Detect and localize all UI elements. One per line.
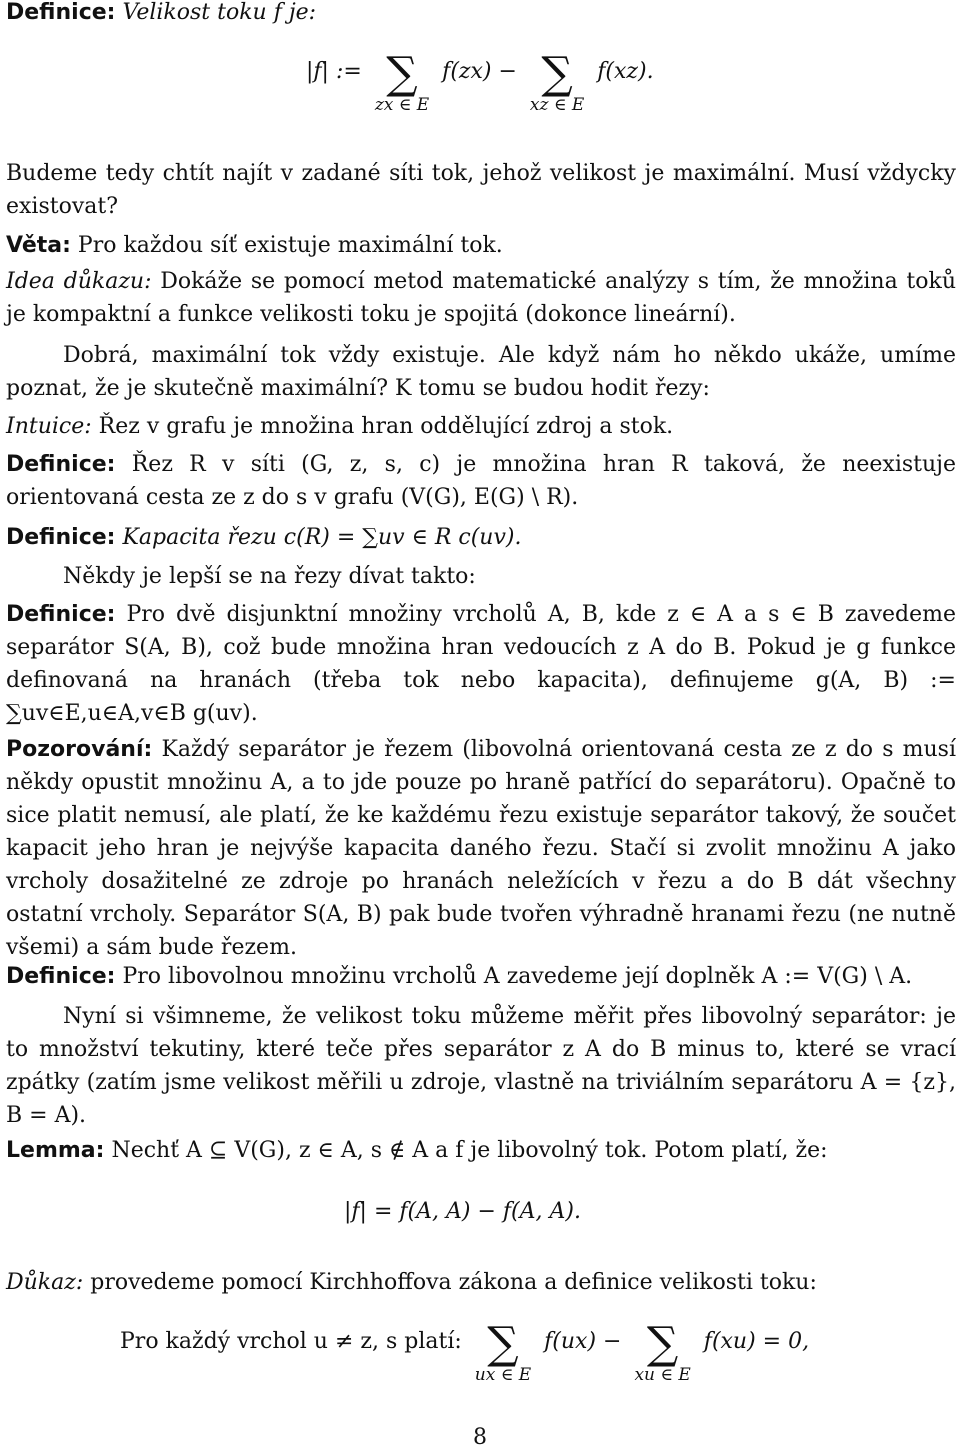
definition-cut-capacity (6, 521, 521, 554)
sum-symbol: ∑ xz ∈ E (529, 48, 585, 115)
proof-label: Důkaz: (6, 1270, 84, 1295)
intuition-text: Řez v grafu je množina hran oddělující zdroj a stok. (98, 414, 674, 439)
definition-text: Pro dvě disjunktní množiny vrcholů A, B, kde z ∈ A a s ∈ B zavedeme separátor S(A, B), což bude množina hran vedoucích z A do B. Pokud je g funkce definovaná na hranách (třeba tok nebo kapacita), definujeme g(A, B) := ∑uv∈E,u∈A,v∈B g(uv). (6, 602, 956, 726)
definition-label: Definice: (6, 525, 116, 550)
observation-text: Každý separátor je řezem (libovolná orientovaná cesta ze z do s musí někdy opustit množinu A, a to jde pouze po hraně patřící do separátoru). Opačně to sice platit nemusí, ale platí, že ke každému řezu existuje separátor takový, že součet kapacit jeho hran je nejvýše kapacita daného řezu. Stačí si zvolit množinu A jako vrcholy dosažitelné ze zdroje po hranách neležících v řezu a do B dát všechny ostatní vrcholy. Separátor S(A, B) pak bude tvořen výhradně hranami řezu (ne nutně všemi) a sám bude řezem. (6, 737, 956, 960)
lemma-text: Nechť A ⊆ V(G), z ∈ A, s ∉ A a f je libovolný tok. Potom platí, že: (111, 1138, 828, 1163)
definition-label: Definice: (6, 452, 116, 477)
proof-idea-label: Idea důkazu: (6, 269, 152, 294)
proof-idea-text: Dokáže se pomocí metod matematické analýzy s tím, že množina toků je kompaktní a funkce velikosti toku je spojitá (dokonce lineární). (6, 269, 956, 327)
definition-label: Definice: (6, 602, 116, 627)
definition-flow-size (6, 0, 316, 29)
definition-text: Řez R v síti (G, z, s, c) je množina hran R taková, že neexistuje orientovaná cesta ze z do s v grafu (V(G), E(G) \ R). (6, 452, 957, 510)
theorem-text: Pro každou síť existuje maximální tok. (77, 233, 503, 258)
equation-kirchhoff (120, 1318, 810, 1385)
eq-term: f(xz). (597, 58, 654, 84)
lemma (6, 1134, 828, 1167)
theorem (6, 229, 503, 262)
observation (6, 733, 956, 964)
proof-text: provedeme pomocí Kirchhoffova zákona a definice velikosti toku: (90, 1270, 817, 1295)
intuition-label: Intuice: (6, 414, 92, 439)
definition-text: Kapacita řezu c(R) = ∑uv ∈ R c(uv). (122, 525, 522, 550)
observation-label: Pozorování: (6, 737, 153, 762)
eq-term: f(ux) − (544, 1328, 622, 1354)
equation-lemma: |f| = f(A, A) − f(A, A). (344, 1199, 581, 1224)
page-number: 8 (473, 1425, 487, 1450)
definition-text: Velikost toku f je: (122, 0, 317, 25)
sum-symbol: ∑ zx ∈ E (374, 48, 430, 115)
definition-label: Definice: (6, 0, 116, 25)
eq-prefix: Pro každý vrchol u ≠ z, s platí: (120, 1328, 462, 1354)
intuition (6, 410, 673, 443)
paragraph: Nyní si všimneme, že velikost toku můžeme měřit přes libovolný separátor: je to množství tekutiny, které teče přes separátor z A do B minus to, které se vrací zpátky (zatím jsme velikost měřili u zdroje, vlastně na triviálním separátoru A = {z}, B = A). (6, 1004, 956, 1128)
proof-idea (6, 265, 956, 331)
paragraph: Dobrá, maximální tok vždy existuje. Ale když nám ho někdo ukáže, umíme poznat, že je skutečně maximální? K tomu se budou hodit řezy: (6, 343, 956, 401)
paragraph: Budeme tedy chtít najít v zadané síti tok, jehož velikost je maximální. Musí vždycky existovat? (6, 161, 956, 219)
theorem-label: Věta: (6, 233, 71, 258)
sum-symbol: ∑ ux ∈ E (474, 1318, 532, 1385)
sum-subscript: ux ∈ E (474, 1365, 532, 1385)
definition-label: Definice: (6, 964, 116, 989)
sum-subscript: zx ∈ E (374, 95, 430, 115)
paragraph: Někdy je lepší se na řezy dívat takto: (63, 564, 476, 589)
eq-term: f(xu) = 0, (703, 1328, 810, 1354)
sum-symbol: ∑ xu ∈ E (634, 1318, 691, 1385)
sum-subscript: xz ∈ E (529, 95, 585, 115)
definition-complement (6, 960, 912, 993)
eq-lhs: |f| := (306, 58, 362, 84)
lemma-label: Lemma: (6, 1138, 105, 1163)
definition-separator (6, 598, 956, 730)
proof (6, 1266, 817, 1299)
definition-text: Pro libovolnou množinu vrcholů A zavedeme její doplněk A := V(G) \ A. (122, 964, 913, 989)
definition-cut (6, 448, 956, 514)
equation-flow-size (306, 48, 654, 115)
eq-term: f(zx) − (442, 58, 517, 84)
sum-subscript: xu ∈ E (634, 1365, 691, 1385)
